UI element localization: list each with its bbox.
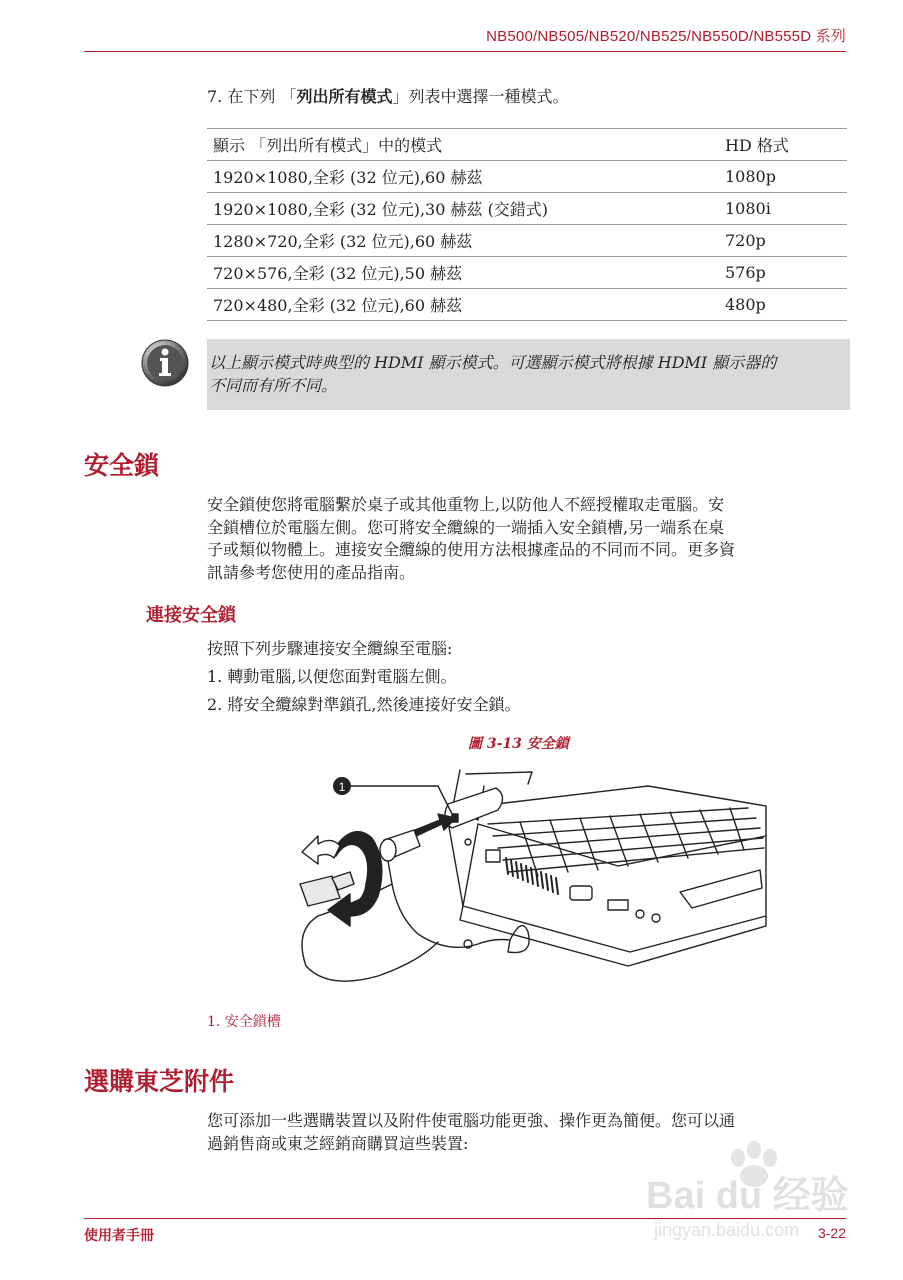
table-header-mode: 顯示 「列出所有模式」中的模式 [207,129,719,161]
table-header-hd: HD 格式 [719,129,847,161]
table-header-row [207,129,847,161]
table-row: 720×480,全彩 (32 位元),60 赫茲 480p [207,289,847,321]
footer-manual-title: 使用者手冊 [84,1228,154,1244]
section-title-lock: 安全鎖 [84,451,160,480]
header-title: NB500/NB505/NB520/NB525/NB550D/NB555D 系列 [486,28,846,45]
page-number: 3-22 [817,1225,846,1241]
step-7: 7. 在下列 「列出所有模式」列表中選擇一種模式。 [207,87,569,106]
table-row: 720×576,全彩 (32 位元),50 赫茲 576p [207,257,847,289]
accessories-paragraph: 您可添加一些選購裝置以及附件使電腦功能更強、操作更為簡便。您可以通 過銷售商或東芝經銷商購買這些裝置: [207,1111,736,1153]
header-rule [84,51,846,52]
table-row: 1920×1080,全彩 (32 位元),30 赫茲 (交錯式) 1080i [207,193,847,225]
watermark-brand: Bai du 经验 [646,1175,849,1217]
connect-intro: 按照下列步驟連接安全纜線至電腦: [207,639,453,658]
info-icon [140,338,190,388]
figure-legend: 1. 安全鎖槽 [207,1014,281,1030]
figure-callout: 1 [338,780,346,794]
section-title-accessories: 選購東芝附件 [84,1067,235,1096]
table-row: 1920×1080,全彩 (32 位元),60 赫茲 1080p [207,161,847,193]
footer-rule [84,1218,846,1219]
connect-step-1: 1. 轉動電腦,以便您面對電腦左側。 [207,667,457,686]
lock-paragraph: 安全鎖使您將電腦繫於桌子或其他重物上,以防他人不經授權取走電腦。安 全鎖槽位於電腦左側。您可將安全纜線的一端插入安全鎖槽,另一端系在桌 子或類似物體上。連接安全纜線的使用方法根據產品的不同而不同。更多資 訊請參考您使用的產品指南。 [207,495,736,582]
subsection-title-connect: 連接安全鎖 [146,605,236,626]
security-lock-figure [288,766,770,994]
watermark-url: jingyan.baidu.com [654,1220,800,1240]
table-row: 1280×720,全彩 (32 位元),60 赫茲 720p [207,225,847,257]
note-text: 以上顯示模式時典型的 HDMI 顯示模式。可選顯示模式將根據 HDMI 顯示器的 不同而有所不同。 [209,353,777,395]
display-modes-table [207,128,847,321]
figure-caption: 圖 3-13 安全鎖 [468,736,569,752]
connect-step-2: 2. 將安全纜線對準鎖孔,然後連接好安全鎖。 [207,695,521,714]
